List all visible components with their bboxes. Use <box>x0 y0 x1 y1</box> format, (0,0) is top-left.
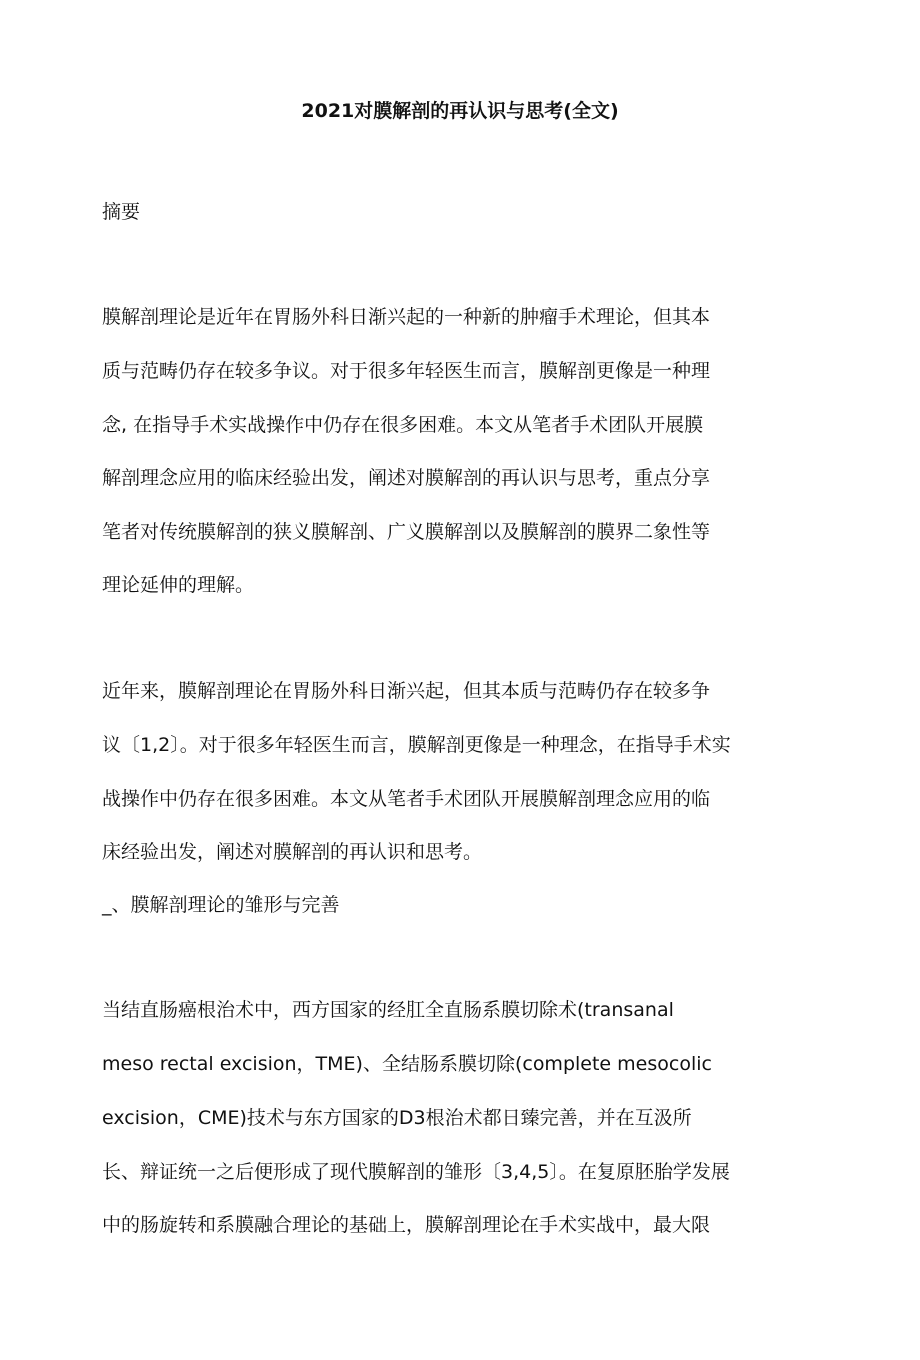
intro-line: 近年来，膜解剖理论在胃肠外科日渐兴起，但其本质与范畴仍存在较多争 <box>102 680 711 702</box>
abstract-line: 笔者对传统膜解剖的狭义膜解剖、广义膜解剖以及膜解剖的膜界二象性等 <box>102 521 711 543</box>
section-line: meso rectal excision，TME)、全结肠系膜切除(complete mesocolic <box>102 1053 712 1075</box>
section-heading: _、膜解剖理论的雏形与完善 <box>102 894 340 916</box>
section-line: 长、辩证统一之后便形成了现代膜解剖的雏形〔3,4,5〕。在复原胚胎学发展 <box>102 1161 730 1183</box>
abstract-line: 念, 在指导手术实战操作中仍存在很多困难。本文从笔者手术团队开展膜 <box>102 414 704 436</box>
intro-line: 战操作中仍存在很多困难。本文从笔者手术团队开展膜解剖理念应用的临 <box>102 788 711 810</box>
abstract-line: 膜解剖理论是近年在胃肠外科日渐兴起的一种新的肿瘤手术理论，但其本 <box>102 306 711 328</box>
intro-line: 议〔1,2〕。对于很多年轻医生而言，膜解剖更像是一种理念，在指导手术实 <box>102 734 731 756</box>
abstract-line: 质与范畴仍存在较多争议。对于很多年轻医生而言，膜解剖更像是一种理 <box>102 360 711 382</box>
abstract-heading: 摘要 <box>102 201 141 223</box>
section-line: excision，CME)技术与东方国家的D3根治术都日臻完善，并在互汲所 <box>102 1107 692 1129</box>
section-line: 中的肠旋转和系膜融合理论的基础上，膜解剖理论在手术实战中，最大限 <box>102 1214 711 1236</box>
section-line: 当结直肠癌根治术中，西方国家的经肛全直肠系膜切除术(transanal <box>102 999 674 1021</box>
intro-line: 床经验出发，阐述对膜解剖的再认识和思考。 <box>102 841 483 863</box>
abstract-line: 理论延伸的理解。 <box>102 574 255 596</box>
document-title: 2021对膜解剖的再认识与思考(全文) <box>301 100 619 122</box>
abstract-line: 解剖理念应用的临床经验出发，阐述对膜解剖的再认识与思考，重点分享 <box>102 467 711 489</box>
